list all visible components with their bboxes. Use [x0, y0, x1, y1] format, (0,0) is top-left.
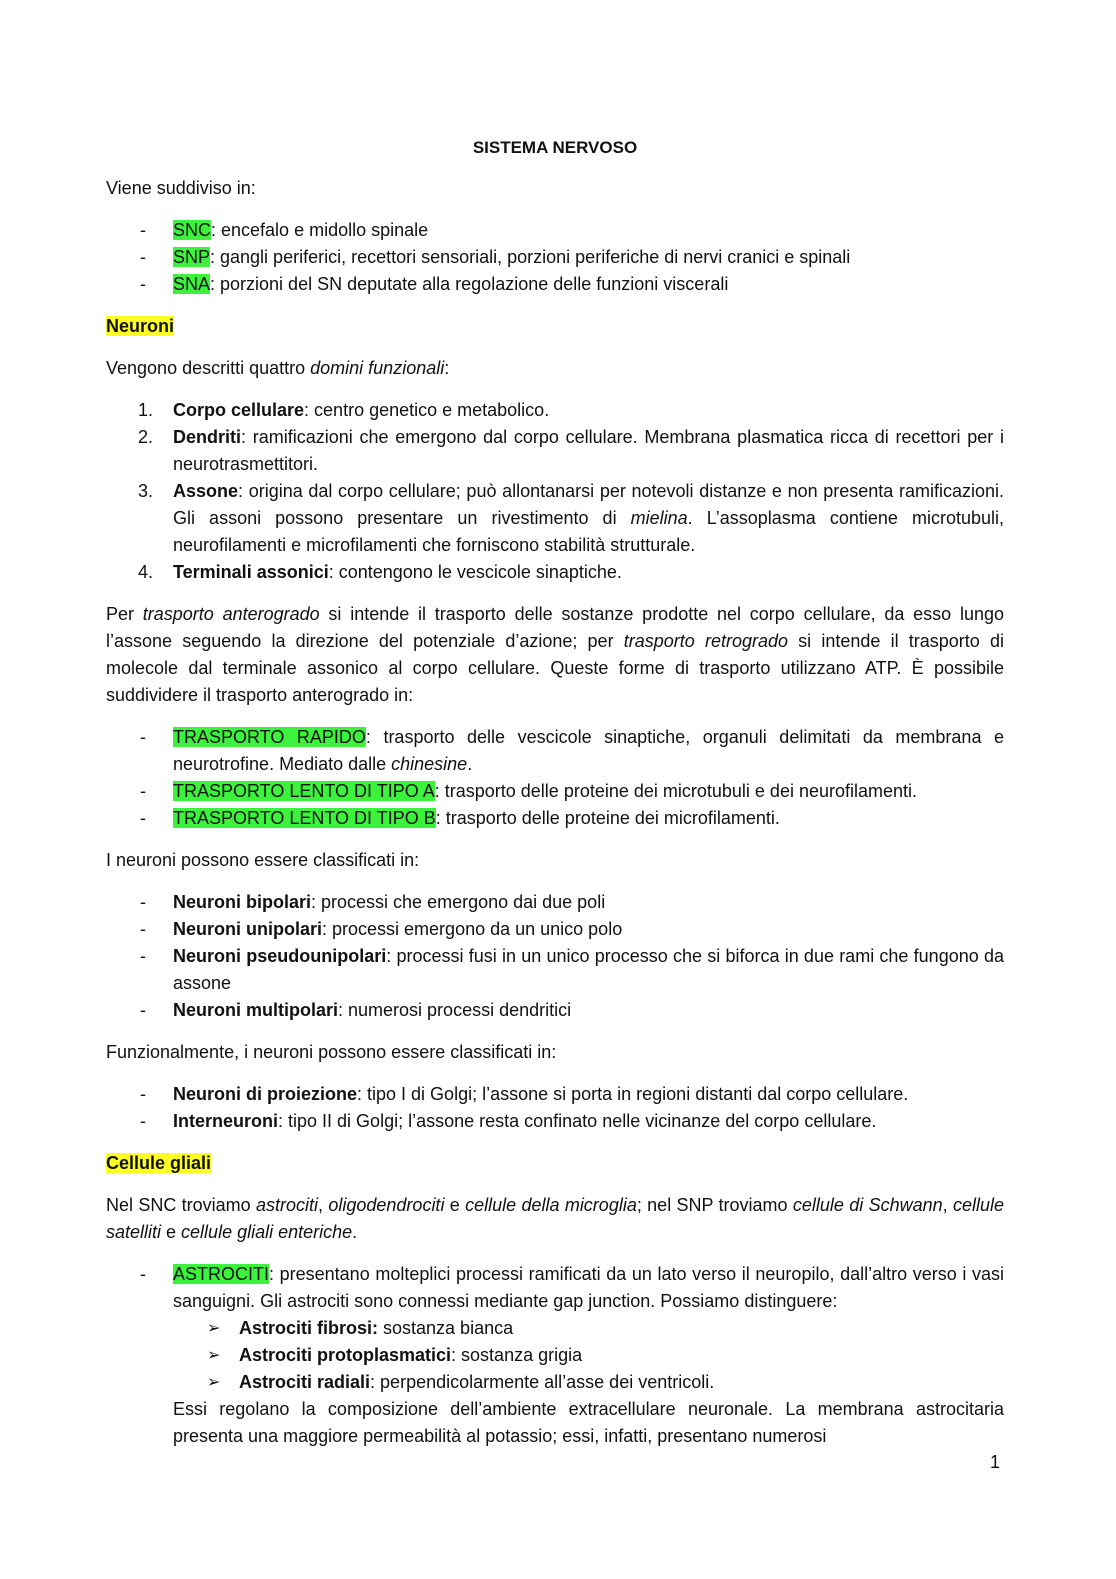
- dash-bullet: -: [140, 220, 146, 240]
- emphasis: astrociti: [256, 1195, 319, 1215]
- functional-list: [106, 1081, 1004, 1135]
- transport-paragraph: [106, 601, 1004, 709]
- list-item: [173, 1315, 1004, 1342]
- list-item: [106, 805, 1004, 832]
- item-text: : tipo I di Golgi; l’assone si porta in regioni distanti dal corpo cellulare.: [357, 1084, 909, 1104]
- heading-text: Cellule gliali: [106, 1153, 212, 1173]
- astrocyte-types-list: [173, 1315, 1004, 1396]
- classification-intro: I neuroni possono essere classificati in:: [106, 850, 420, 870]
- text-run: ; nel SNP troviamo: [636, 1195, 793, 1215]
- item-text: : centro genetico e metabolico.: [304, 400, 550, 420]
- text-run: .: [352, 1222, 358, 1242]
- item-text: : numerosi processi dendritici: [338, 1000, 572, 1020]
- text-run: Per: [106, 604, 143, 624]
- highlight-term: SNC: [173, 220, 212, 240]
- list-item: [106, 271, 1004, 298]
- classification-list: [106, 889, 1004, 1024]
- glia-list: [106, 1261, 1004, 1450]
- functional-intro: Funzionalmente, i neuroni possono essere classificati in:: [106, 1042, 557, 1062]
- highlight-term: SNP: [173, 247, 211, 267]
- list-item: [106, 916, 1004, 943]
- list-number: 3.: [138, 481, 154, 501]
- item-text: . L’assoplasma contiene microtubuli, neurofilamenti e microfilamenti che forniscono stabilità strutturale.: [173, 508, 1004, 555]
- emphasis: oligodendrociti: [328, 1195, 445, 1215]
- highlight-term: TRASPORTO RAPIDO: [173, 727, 366, 747]
- text-run: Nel SNC troviamo: [106, 1195, 257, 1215]
- text-run: :: [444, 358, 450, 378]
- dash-bullet: -: [140, 892, 146, 912]
- bold-term: Astrociti fibrosi:: [239, 1318, 379, 1338]
- emphasis: trasporto anterogrado: [142, 604, 320, 624]
- dash-bullet: -: [140, 1111, 146, 1131]
- highlight-term: ASTROCITI: [173, 1264, 270, 1284]
- page-number: 1: [990, 1452, 1001, 1472]
- list-item: [106, 217, 1004, 244]
- bold-term: Astrociti radiali: [239, 1372, 371, 1392]
- item-text: : processi emergono da un unico polo: [322, 919, 623, 939]
- item-text: : processi che emergono dai due poli: [311, 892, 606, 912]
- item-text: : trasporto delle proteine dei microfilamenti.: [435, 808, 780, 828]
- item-text: : encefalo e midollo spinale: [211, 220, 429, 240]
- bold-term: Neuroni unipolari: [173, 919, 323, 939]
- bold-term: Interneuroni: [173, 1111, 279, 1131]
- bold-term: Neuroni multipolari: [173, 1000, 339, 1020]
- astrocyte-paragraph: Essi regolano la composizione dell’ambiente extracellulare neuronale. La membrana astrocitaria presenta una maggiore permeabilità al potassio; essi, infatti, presentano numerosi: [173, 1399, 1004, 1446]
- section-heading-glia: [106, 1150, 1004, 1177]
- list-item: [106, 244, 1004, 271]
- glia-intro: [106, 1192, 1004, 1246]
- dash-bullet: -: [140, 946, 146, 966]
- emphasis: cellule della microglia: [465, 1195, 637, 1215]
- dash-bullet: -: [140, 727, 146, 747]
- dash-bullet: -: [140, 808, 146, 828]
- transport-list: [106, 724, 1004, 832]
- list-number: 4.: [138, 562, 154, 582]
- emphasis: domini funzionali: [310, 358, 445, 378]
- heading-text: Neuroni: [106, 316, 175, 336]
- text-run: e: [161, 1222, 182, 1242]
- page-title: SISTEMA NERVOSO: [472, 138, 638, 157]
- arrow-bullet-icon: ➢: [207, 1320, 221, 1337]
- dash-bullet: -: [140, 274, 146, 294]
- item-text: .: [467, 754, 473, 774]
- bold-term: Corpo cellulare: [173, 400, 305, 420]
- document-page: [106, 134, 1004, 1465]
- item-text: : ramificazioni che emergono dal corpo cellulare. Membrana plasmatica ricca di recettori per i neurotrasmettitori.: [173, 427, 1004, 474]
- dash-bullet: -: [140, 1000, 146, 1020]
- section-heading-neuroni: [106, 313, 1004, 340]
- item-text: : presentano molteplici processi ramificati da un lato verso il neuropilo, dall’altro verso i vasi sanguigni. Gli astrociti sono connessi mediante gap junction. Possiamo distinguere:: [173, 1264, 1004, 1311]
- bold-term: Assone: [173, 481, 239, 501]
- text-run: ,: [318, 1195, 329, 1215]
- arrow-bullet-icon: ➢: [207, 1374, 221, 1391]
- list-item: [106, 397, 1004, 424]
- highlight-term: SNA: [173, 274, 211, 294]
- highlight-term: TRASPORTO LENTO DI TIPO B: [173, 808, 436, 828]
- list-item: [106, 424, 1004, 478]
- list-number: 2.: [138, 427, 154, 447]
- item-text: : porzioni del SN deputate alla regolazione delle funzioni viscerali: [210, 274, 729, 294]
- dash-bullet: -: [140, 247, 146, 267]
- emphasis: cellule di Schwann: [792, 1195, 943, 1215]
- item-text: : trasporto delle vescicole sinaptiche, organuli delimitati da membrana e neurotrofine. Mediato dalle: [173, 727, 1004, 774]
- item-text: : sostanza grigia: [451, 1345, 583, 1365]
- domains-list: [106, 397, 1004, 586]
- bold-term: Neuroni pseudounipolari: [173, 946, 387, 966]
- item-text: : processi fusi in un unico processo che si biforca in due rami che fungono da assone: [173, 946, 1004, 993]
- bold-term: Neuroni bipolari: [173, 892, 312, 912]
- list-item: [106, 724, 1004, 778]
- item-text: : contengono le vescicole sinaptiche.: [328, 562, 622, 582]
- list-item: [106, 1081, 1004, 1108]
- divisions-list: [106, 217, 1004, 298]
- item-text: : trasporto delle proteine dei microtubuli e dei neurofilamenti.: [434, 781, 918, 801]
- text-run: ,: [942, 1195, 953, 1215]
- text-run: e: [444, 1195, 466, 1215]
- emphasis: mielina: [630, 508, 688, 528]
- emphasis: trasporto retrogrado: [623, 631, 788, 651]
- list-item: [173, 1342, 1004, 1369]
- dash-bullet: -: [140, 781, 146, 801]
- domains-intro: [106, 355, 1004, 382]
- list-item: [106, 943, 1004, 997]
- item-text: : origina dal corpo cellulare; può allontanarsi per notevoli distanze e non presenta ramificazioni. Gli assoni possono presentare un rivestimento di: [173, 481, 1004, 528]
- dash-bullet: -: [140, 919, 146, 939]
- intro-text: Viene suddiviso in:: [106, 178, 256, 198]
- list-item: [106, 997, 1004, 1024]
- arrow-bullet-icon: ➢: [207, 1347, 221, 1364]
- bold-term: Dendriti: [173, 427, 242, 447]
- list-item: [173, 1369, 1004, 1396]
- text-run: si intende il trasporto delle sostanze prodotte nel corpo cellulare, da esso lungo l’assone seguendo la direzione del potenziale d’azione; per: [106, 604, 1004, 651]
- list-item-astrociti: [106, 1261, 1004, 1450]
- bold-term: Terminali assonici: [173, 562, 329, 582]
- emphasis: chinesine: [391, 754, 468, 774]
- list-item: [106, 1108, 1004, 1135]
- list-item: [106, 778, 1004, 805]
- dash-bullet: -: [140, 1084, 146, 1104]
- list-item: [106, 559, 1004, 586]
- bold-term: Astrociti protoplasmatici: [239, 1345, 452, 1365]
- dash-bullet: -: [140, 1264, 146, 1284]
- emphasis: cellule satelliti: [106, 1195, 1004, 1242]
- item-text: : perpendicolarmente all’asse dei ventricoli.: [370, 1372, 715, 1392]
- bold-term: Neuroni di proiezione: [173, 1084, 358, 1104]
- text-run: Vengono descritti quattro: [106, 358, 311, 378]
- emphasis: cellule gliali enteriche: [181, 1222, 353, 1242]
- list-number: 1.: [138, 400, 154, 420]
- list-item: [106, 889, 1004, 916]
- item-text: : gangli periferici, recettori sensoriali, porzioni periferiche di nervi cranici e spinali: [210, 247, 851, 267]
- item-text: sostanza bianca: [378, 1318, 514, 1338]
- list-item: [106, 478, 1004, 559]
- highlight-term: TRASPORTO LENTO DI TIPO A: [173, 781, 435, 801]
- text-run: si intende il trasporto di molecole dal terminale assonico al corpo cellulare. Queste forme di trasporto utilizzano ATP. È possibile suddividere il trasporto anterogrado in:: [106, 631, 1004, 705]
- item-text: : tipo II di Golgi; l’assone resta confinato nelle vicinanze del corpo cellulare.: [278, 1111, 877, 1131]
